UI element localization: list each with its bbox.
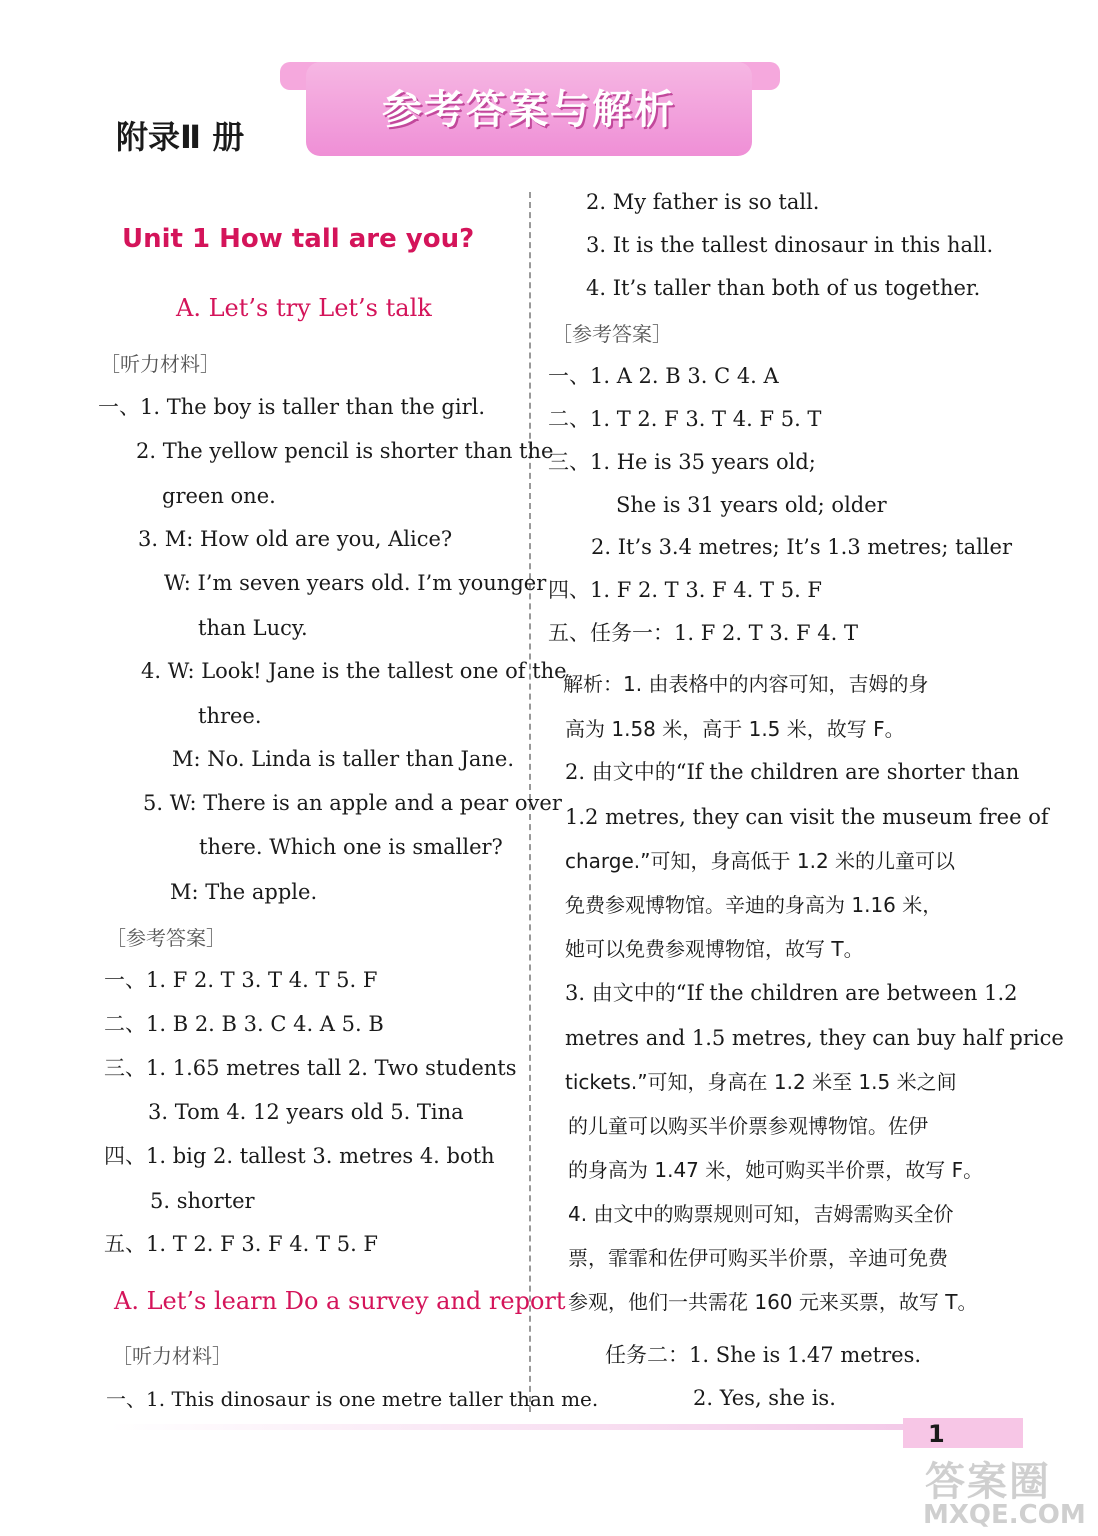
explanation-line: metres and 1.5 metres, they can buy half price bbox=[565, 1026, 1064, 1050]
answer-line: 二、1. T 2. F 3. T 4. F 5. T bbox=[548, 407, 822, 431]
listening-label: ［听力材料］ bbox=[100, 352, 220, 376]
explanation-line: 解析：1. 由表格中的内容可知，吉姆的身 bbox=[563, 672, 929, 696]
explanation-line: 免费参观博物馆。辛迪的身高为 1.16 米， bbox=[565, 893, 943, 917]
explanation-line: 1.2 metres, they can visit the museum free of bbox=[565, 805, 1049, 829]
answer-line: 五、1. T 2. F 3. F 4. T 5. F bbox=[104, 1232, 378, 1256]
text-line: 2. My father is so tall. bbox=[586, 190, 820, 214]
answer-label: ［参考答案］ bbox=[106, 926, 226, 950]
answer-line: 五、任务一：1. F 2. T 3. F 4. T bbox=[548, 621, 859, 645]
answer-line: 三、1. 1.65 metres tall 2. Two students bbox=[104, 1056, 517, 1080]
text-line: there. Which one is smaller? bbox=[199, 835, 503, 859]
section-heading: A. Let’s learn Do a survey and report bbox=[114, 1287, 566, 1315]
explanation-line: 的儿童可以购买半价票参观博物馆。佐伊 bbox=[568, 1114, 928, 1138]
text-line: M: The apple. bbox=[170, 880, 318, 904]
text-line: M: No. Linda is taller than Jane. bbox=[172, 747, 515, 771]
text-line: 3. It is the tallest dinosaur in this hall. bbox=[586, 233, 994, 257]
explanation-line: tickets.”可知，身高在 1.2 米至 1.5 米之间 bbox=[565, 1070, 957, 1094]
explanation-line: 2. 由文中的“If the children are shorter than bbox=[565, 760, 1020, 784]
explanation-line: charge.”可知，身高低于 1.2 米的儿童可以 bbox=[565, 849, 956, 873]
explanation-line: 3. 由文中的“If the children are between 1.2 bbox=[565, 981, 1018, 1005]
bottom-rule bbox=[110, 1424, 910, 1430]
answer-line: 一、1. F 2. T 3. T 4. T 5. F bbox=[104, 968, 378, 992]
text-line: 一、1. The boy is taller than the girl. bbox=[98, 395, 486, 419]
explanation-line: 的身高为 1.47 米，她可购买半价票，故写 F。 bbox=[568, 1158, 984, 1182]
page-number-box bbox=[903, 1418, 1023, 1448]
header-left-label: 附录Ⅱ 册 bbox=[116, 118, 245, 156]
watermark-url: MXQE.COM bbox=[923, 1500, 1086, 1530]
unit-title: Unit 1 How tall are you? bbox=[122, 224, 475, 254]
watermark-logo-text: 答案圈 bbox=[925, 1459, 1051, 1505]
task-line: 任务二：1. She is 1.47 metres. bbox=[605, 1343, 922, 1367]
explanation-line: 参观，他们一共需花 160 元来买票，故写 T。 bbox=[568, 1290, 978, 1314]
text-line: three. bbox=[198, 704, 262, 728]
answer-line: 四、1. F 2. T 3. F 4. T 5. F bbox=[548, 578, 822, 602]
answer-line: 2. It’s 3.4 metres; It’s 1.3 metres; taller bbox=[591, 535, 1012, 559]
watermark bbox=[915, 1448, 1093, 1534]
page-number: 1 bbox=[928, 1420, 945, 1448]
answer-line: 三、1. He is 35 years old; bbox=[548, 450, 816, 474]
text-line: W: I’m seven years old. I’m younger bbox=[164, 571, 547, 595]
section-heading: A. Let’s try Let’s talk bbox=[176, 294, 432, 322]
answer-line: 5. shorter bbox=[150, 1189, 255, 1213]
text-line: green one. bbox=[162, 484, 276, 508]
answer-line: 四、1. big 2. tallest 3. metres 4. both bbox=[104, 1144, 495, 1168]
explanation-line: 票，霏霏和佐伊可购买半价票，辛迪可免费 bbox=[568, 1246, 948, 1270]
answer-line: 二、1. B 2. B 3. C 4. A 5. B bbox=[104, 1012, 384, 1036]
text-line: 一、1. This dinosaur is one metre taller than me. bbox=[106, 1387, 599, 1411]
answer-line: 一、1. A 2. B 3. C 4. A bbox=[548, 364, 779, 388]
text-line: 5. W: There is an apple and a pear over bbox=[143, 791, 562, 815]
explanation-line: 高为 1.58 米，高于 1.5 米，故写 F。 bbox=[565, 717, 905, 741]
page-title: 参考答案与解析 bbox=[382, 87, 676, 133]
text-line: 4. W: Look! Jane is the tallest one of the bbox=[141, 659, 567, 683]
answer-label: ［参考答案］ bbox=[552, 322, 672, 346]
text-line: than Lucy. bbox=[198, 616, 308, 640]
explanation-line: 4. 由文中的购票规则可知，吉姆需购买全价 bbox=[568, 1202, 954, 1226]
text-line: 4. It’s taller than both of us together. bbox=[586, 276, 981, 300]
answer-line: 3. Tom 4. 12 years old 5. Tina bbox=[148, 1100, 464, 1124]
answer-line: She is 31 years old; older bbox=[616, 493, 887, 517]
task-line: 2. Yes, she is. bbox=[693, 1386, 836, 1410]
listening-label: ［听力材料］ bbox=[112, 1344, 232, 1368]
text-line: 2. The yellow pencil is shorter than the bbox=[136, 439, 554, 463]
text-line: 3. M: How old are you, Alice? bbox=[138, 527, 453, 551]
explanation-line: 她可以免费参观博物馆，故写 T。 bbox=[565, 937, 864, 961]
